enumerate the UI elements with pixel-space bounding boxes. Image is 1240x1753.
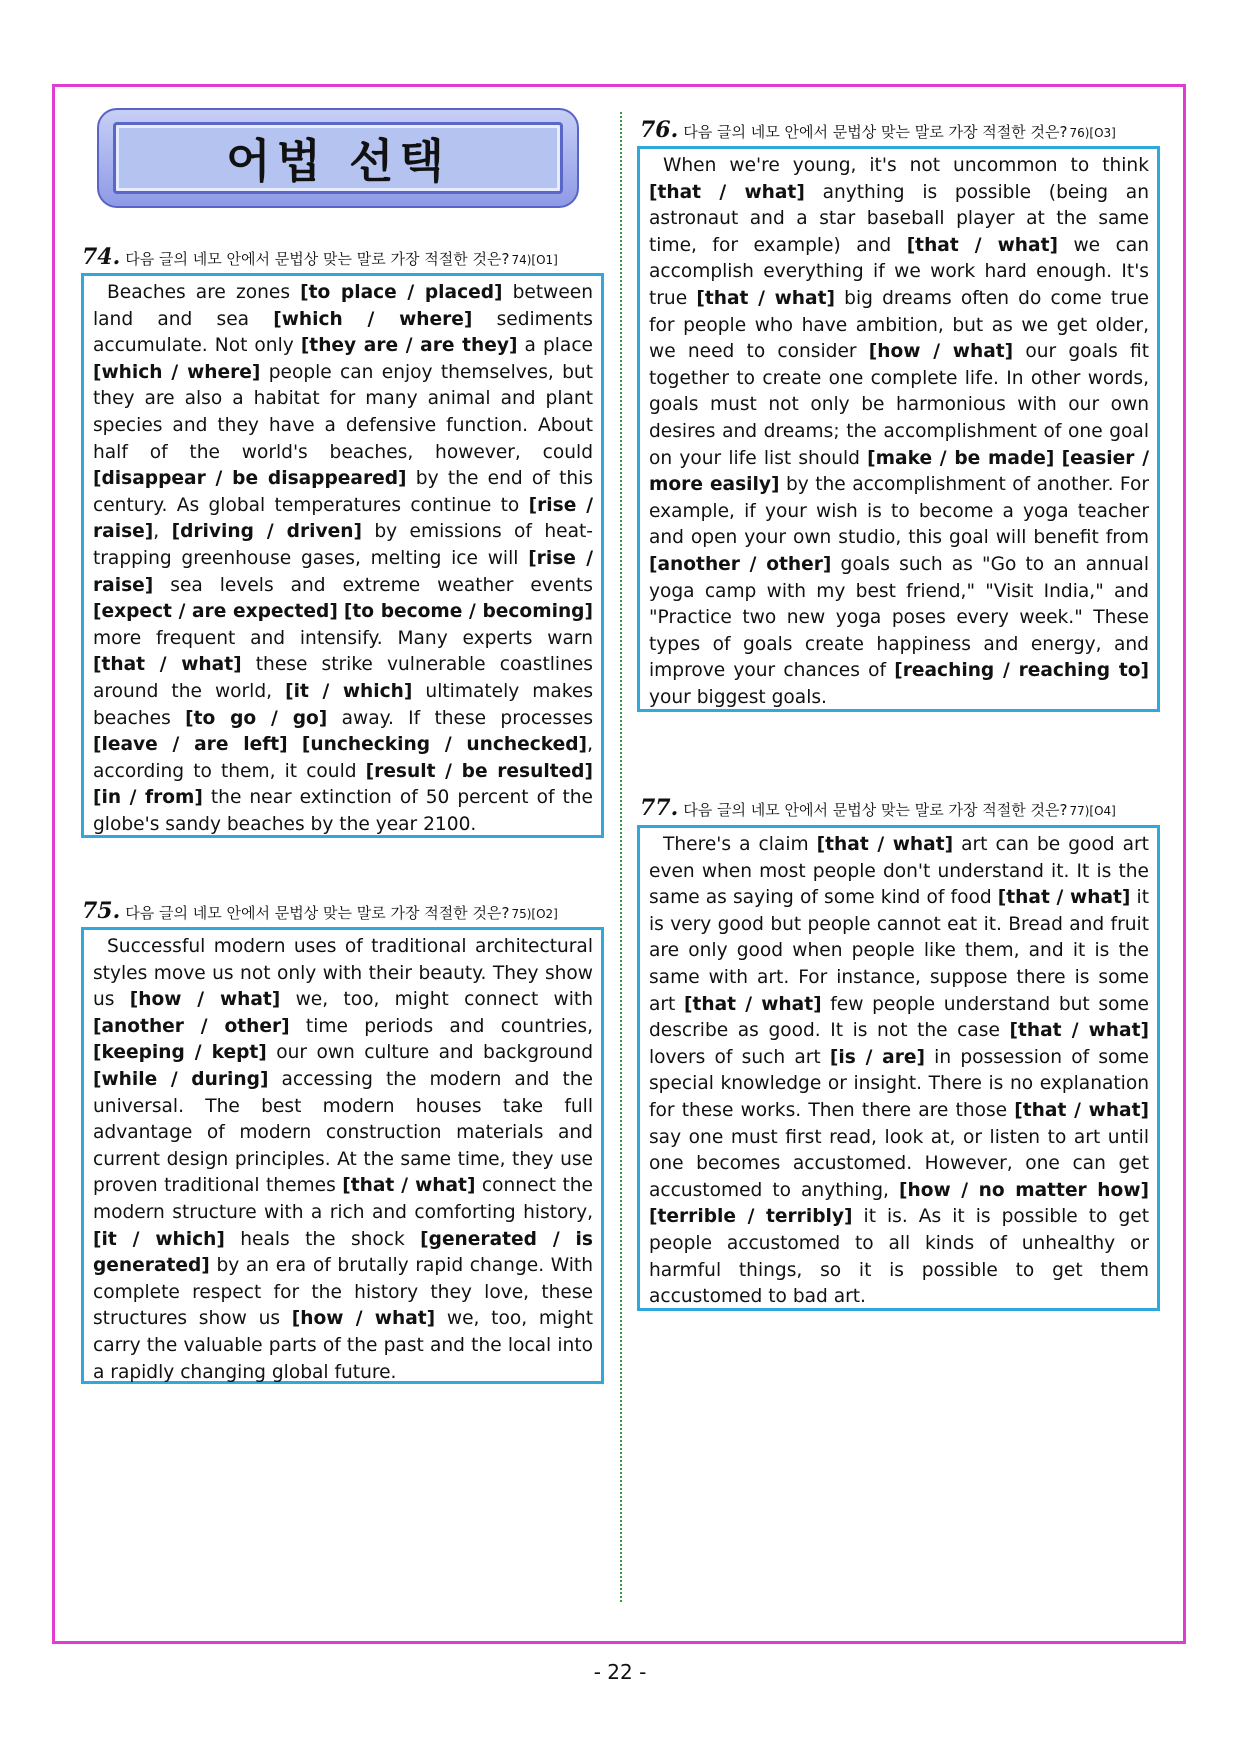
answer-choice: [another / other] — [93, 1015, 290, 1037]
answer-choice: [how / what] — [291, 1308, 436, 1330]
question-header-74 — [82, 244, 558, 270]
answer-choice: [expect / are expected] — [93, 601, 338, 623]
passage-box-76 — [637, 146, 1160, 712]
answer-choice: [which / where] — [273, 308, 473, 330]
question-header-77 — [640, 795, 1116, 821]
answer-choice: [that / what] — [816, 834, 954, 855]
answer-choice: [how / what] — [868, 341, 1014, 363]
question-number: 74. — [82, 244, 121, 270]
question-number: 76. — [640, 117, 679, 143]
passage-text: When we're young, it's not uncommon to think [that / what] anything is possible (being an astronaut and a star baseball player at the same time, for example) and [that / what] we can accomplish everything if we work hard enough. It's true [that / what] big dreams often do come true for people who have ambition, but as we get older, we need to consider [how / what] our goals fit together to create one complete life. In other words, goals must not only be harmonious with our own desires and dreams; the accomplishment of one goal on your life list should [make / be made] [easier / more easily] by the accomplishment of another. For example, if your wish is to become a yoga teacher and open your own studio, this goal will benefit from [another / other] goals such as "Go to an annual yoga camp with my best friend," "Visit India," and "Practice two new yoga poses every week." These types of goals create happiness and energy, and improve your chances of [reaching / reaching to] your biggest goals. — [649, 155, 1150, 708]
answer-choice: [that / what] — [906, 234, 1058, 256]
page-title: 어법 선택 — [226, 134, 450, 188]
answer-choice: [rise / raise] — [93, 494, 593, 543]
question-instruction: 다음 글의 네모 안에서 문법상 맞는 말로 가장 적절한 것은? — [125, 904, 510, 922]
answer-choice: [that / what] — [342, 1175, 476, 1197]
question-instruction: 다음 글의 네모 안에서 문법상 맞는 말로 가장 적절한 것은? — [683, 801, 1068, 819]
answer-choice: [in / from] — [93, 787, 203, 809]
answer-choice: [that / what] — [683, 993, 822, 1015]
answer-choice: [terrible / terribly] — [649, 1206, 853, 1228]
answer-choice: [make / be made] — [867, 447, 1055, 469]
title-banner — [97, 108, 579, 208]
answer-choice: [is / are] — [829, 1046, 925, 1068]
answer-choice: [rise / raise] — [93, 547, 594, 596]
question-instruction: 다음 글의 네모 안에서 문법상 맞는 말로 가장 적절한 것은? — [125, 250, 510, 268]
answer-choice: [to become / becoming] — [343, 601, 593, 623]
answer-choice: [driving / driven] — [171, 521, 362, 543]
answer-choice: [to place / placed] — [300, 282, 503, 303]
answer-choice: [how / no matter how] — [899, 1179, 1149, 1201]
answer-choice: [reaching / reaching to] — [894, 660, 1150, 682]
passage-text: There's a claim [that / what] art can be good art even when most people don't understand it. It is the same as saying of some kind of food [that / what] it is very good but people cannot eat it. Bread and fruit are only good when people like them, and it is the same with art. For instance, suppose there is some art [that / what] few people understand but some describe as good. It is not the case [that / what] lovers of such art [is / are] in possession of some special knowledge or insight. There is no explanation for these works. Then there are those [that / what] say one must first read, look at, or listen to art until one becomes accustomed. However, one can get accustomed to anything, [how / no matter how] [terrible / terribly] it is. As it is possible to get people accustomed to all kinds of unhealthy or harmful things, so it is possible to get them accustomed to bad art. — [649, 834, 1149, 1308]
question-ref: 75)[O2] — [511, 907, 558, 921]
answer-choice: [it / which] — [285, 680, 413, 702]
answer-choice: [disappear / be disappeared] — [93, 468, 407, 490]
question-header-75 — [82, 898, 558, 924]
question-ref: 74)[O1] — [511, 253, 558, 267]
passage-box-74 — [81, 273, 604, 838]
answer-choice: [generated / is generated] — [93, 1228, 593, 1277]
answer-choice: [unchecking / unchecked] — [301, 734, 588, 756]
answer-choice: [easier / more easily] — [649, 447, 1149, 496]
answer-choice: [that / what] — [997, 887, 1131, 909]
question-number: 77. — [640, 795, 679, 821]
passage-box-75 — [81, 927, 604, 1384]
answer-choice: [result / be resulted] — [365, 760, 593, 782]
answer-choice: [that / what] — [649, 181, 805, 203]
answer-choice: [that / what] — [696, 287, 835, 309]
passage-text: Beaches are zones [to place / placed] between land and sea [which / where] sediments accumulate. Not only [they are / are they] a place [which / where] people can enjoy themselves, but they are also a habitat for many animal and plant species and they have a defensive function. About half of the world's beaches, however, could [disappear / be disappeared] by the end of this century. As global temperatures continue to [rise / raise], [driving / driven] by emissions of heat-trapping greenhouse gases, melting ice will [rise / raise] sea levels and extreme weather events [expect / are expected] [to become / becoming] more frequent and intensify. Many experts warn [that / what] these strike vulnerable coastlines around the world, [it / which] ultimately makes beaches [to go / go] away. If these processes [leave / are left] [unchecking / unchecked], according to them, it could [result / be resulted] [in / from] the near extinction of 50 percent of the globe's sandy beaches by the year 2100. — [93, 282, 594, 835]
answer-choice: [leave / are left] — [93, 734, 288, 756]
answer-choice: [how / what] — [129, 989, 281, 1011]
question-ref: 76)[O3] — [1069, 126, 1116, 140]
answer-choice: [another / other] — [649, 553, 832, 575]
question-instruction: 다음 글의 네모 안에서 문법상 맞는 말로 가장 적절한 것은? — [683, 123, 1068, 141]
page-number: - 22 - — [593, 1660, 647, 1684]
answer-choice: [it / which] — [93, 1228, 225, 1250]
answer-choice: [to go / go] — [185, 707, 328, 729]
answer-choice: [keeping / kept] — [93, 1042, 267, 1064]
column-divider — [620, 112, 622, 1602]
question-header-76 — [640, 117, 1116, 143]
question-ref: 77)[O4] — [1069, 804, 1116, 818]
answer-choice: [while / during] — [93, 1068, 269, 1090]
title-inner — [113, 122, 563, 194]
answer-choice: [which / where] — [93, 361, 261, 383]
question-number: 75. — [82, 898, 121, 924]
passage-text: Successful modern uses of traditional architectural styles move us not only with their beauty. They show us [how / what] we, too, might connect with [another / other] time periods and countries, [keeping / kept] our own culture and background [while / during] accessing the modern and the universal. The best modern houses take full advantage of modern construction materials and current design principles. At the same time, they use proven traditional themes [that / what] connect the modern structure with a rich and comforting history, [it / which] heals the shock [generated / is generated] by an era of brutally rapid change. With complete respect for the history they love, these structures show us [how / what] we, too, might carry the valuable parts of the past and the local into a rapidly changing global future. — [93, 936, 594, 1383]
answer-choice: [that / what] — [1009, 1020, 1149, 1042]
answer-choice: [they are / are they] — [300, 335, 518, 357]
passage-box-77 — [637, 825, 1160, 1311]
answer-choice: [that / what] — [93, 654, 242, 676]
answer-choice: [that / what] — [1014, 1099, 1149, 1121]
